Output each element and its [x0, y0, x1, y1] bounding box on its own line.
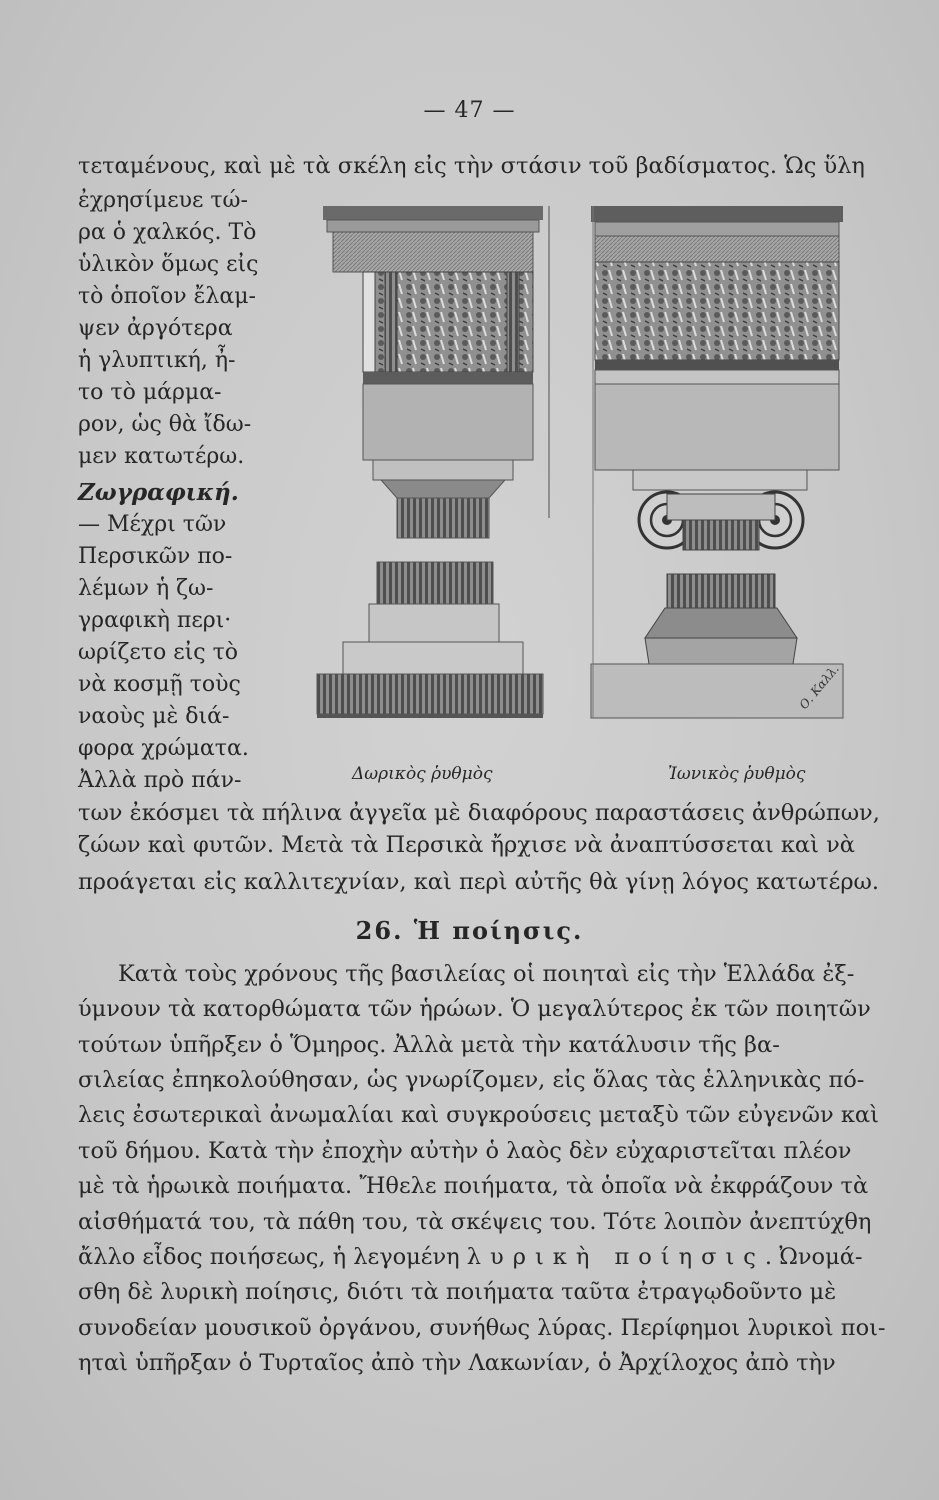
ionic-caption: Ἰωνικὸς ῥυθμὸς: [668, 764, 806, 784]
text-line: τούτων ὑπῆρξεν ὁ Ὅμηρος. Ἀλλὰ μετὰ τὴν κατάλυσιν τῆς βα-: [78, 1032, 780, 1058]
side-line: τὸ ὁποῖον ἔλαμ-: [78, 284, 256, 309]
ionic-order-drawing: [591, 206, 843, 718]
line-text: . Ὠνομά-: [764, 1244, 863, 1270]
section-heading: 26. Ἡ ποίησις.: [355, 916, 584, 945]
subsection-title: Ζωγραφική.: [78, 479, 239, 506]
text-line: τεταμένους, καὶ μὲ τὰ σκέλη εἰς τὴν στάσιν τοῦ βαδίσματος. Ὡς ὕλη: [78, 153, 865, 179]
text-line: συνοδείαν μουσικοῦ ὀργάνου, συνήθως λύρας. Περίφημοι λυρικοὶ ποι-: [78, 1315, 886, 1341]
side-line: το τὸ μάρμα-: [78, 380, 222, 405]
text-line: προάγεται εἰς καλλιτεχνίαν, καὶ περὶ αὐτῆς θὰ γίνῃ λόγος κατωτέρω.: [78, 869, 880, 895]
text-line: ηταὶ ὑπῆρξαν ὁ Τυρταῖος ἀπὸ τὴν Λακωνίαν, ὁ Ἀρχίλοχος ἀπὸ τὴν: [78, 1350, 836, 1376]
doric-caption: Δωρικὸς ῥυθμὸς: [352, 764, 493, 784]
text-line: [78, 1241, 862, 1273]
side-line: ψεν ἀργότερα: [78, 316, 233, 341]
text-line: [78, 797, 880, 829]
side-line: Περσικῶν πο-: [78, 544, 233, 569]
side-line: ρα ὁ χαλκός. Τὸ: [78, 220, 257, 245]
side-line: γραφικὴ περι·: [78, 608, 232, 633]
side-line: λέμων ἡ ζω-: [78, 576, 214, 601]
columns-illustration: [293, 198, 861, 753]
text-line: τοῦ δήμου. Κατὰ τὴν ἐποχὴν αὐτὴν ὁ λαὸς δὲν εὐχαριστεῖται πλέον: [78, 1138, 852, 1164]
side-line: φορα χρώματα.: [78, 736, 249, 761]
side-line: νὰ κοσμῇ τοὺς: [78, 672, 241, 697]
side-line: ἐχρησίμευε τώ-: [78, 188, 248, 213]
text-line: σιλείας ἐπηκολούθησαν, ὡς γνωρίζομεν, εἰς ὅλας τὰς ἑλληνικὰς πό-: [78, 1067, 865, 1093]
emphasized-term: λυρικὴ ποίησις: [466, 1244, 765, 1270]
side-line: ναοὺς μὲ διά-: [78, 704, 230, 729]
text-line: μὲ τὰ ἡρωικὰ ποιήματα. Ἤθελε ποιήματα, τὰ ὁποῖα νὰ ἐκφράζουν τὰ: [78, 1173, 869, 1199]
text-line: λεις ἐσωτερικαὶ ἀνωμαλίαι καὶ συγκρούσεις μεταξὺ τῶν εὐγενῶν καὶ: [78, 1102, 879, 1128]
doric-order-drawing: [317, 206, 549, 718]
line-text: ἄλλο εἶδος ποιήσεως, ἡ λεγομένη: [78, 1244, 460, 1270]
side-line: — Μέχρι τῶν: [78, 512, 227, 537]
text-line: αἰσθήματά του, τὰ πάθη του, τὰ σκέψεις του. Τότε λοιπὸν ἀνεπτύχθη: [78, 1209, 872, 1235]
side-line: Ἀλλὰ πρὸ πάν-: [78, 768, 242, 793]
text-line: ύμνουν τὰ κατορθώματα τῶν ἡρώων. Ὁ μεγαλύτερος ἐκ τῶν ποιητῶν: [78, 996, 871, 1022]
side-line: ὑλικὸν ὅμως εἰς: [78, 252, 259, 277]
text-line: ζώων καὶ φυτῶν. Μετὰ τὰ Περσικὰ ἤρχισε νὰ ἀναπτύσσεται καὶ νὰ: [78, 832, 855, 858]
side-line: ρον, ὡς θὰ ἴδω-: [78, 412, 252, 437]
text-line: Κατὰ τοὺς χρόνους τῆς βασιλείας οἱ ποιηταὶ εἰς τὴν Ἑλλάδα ἐξ-: [118, 961, 855, 987]
side-line: ωρίζετο εἰς τὸ: [78, 640, 238, 665]
engraver-signature: Ο. Καλλ.: [796, 661, 842, 712]
side-line: μεν κατωτέρω.: [78, 444, 245, 469]
side-line: ἡ γλυπτική, ἦ-: [78, 348, 236, 373]
text-line: σθη δὲ λυρικὴ ποίησις, διότι τὰ ποιήματα ταῦτα ἐτραγῳδοῦντο μὲ: [78, 1279, 837, 1305]
page-number: — 47 —: [423, 98, 516, 123]
line-text: των ἐκόσμει τὰ πήλινα ἀγγεῖα μὲ διαφόρους παραστάσεις ἀνθρώπων,: [78, 800, 880, 826]
